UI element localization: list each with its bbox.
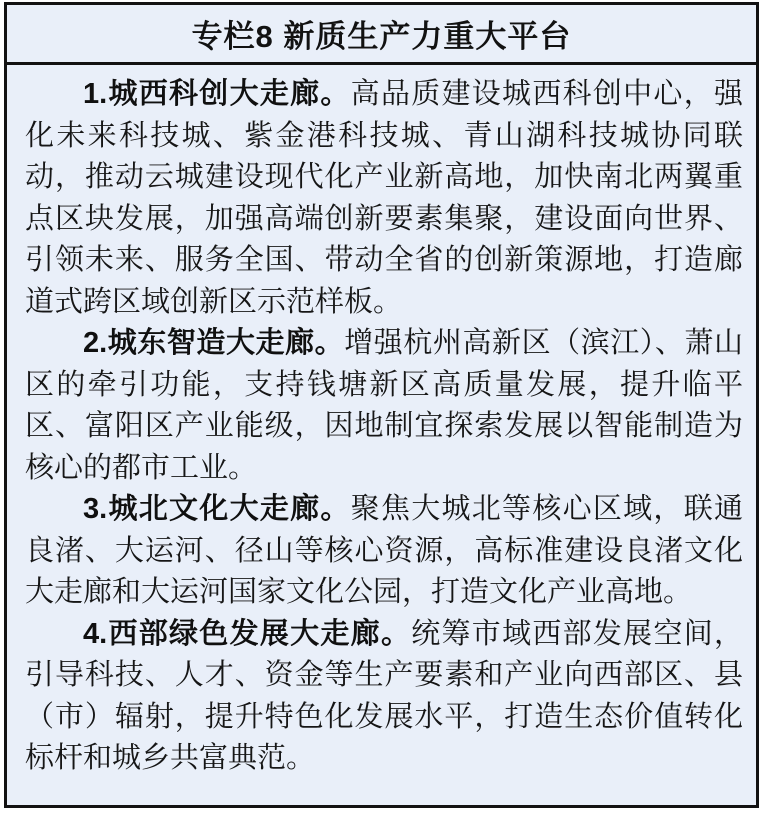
paragraph-1-lead: 1.城西科创大走廊。: [83, 78, 351, 110]
paragraph-corridor-1: [25, 74, 743, 323]
paragraph-4-lead: 4.西部绿色发展大走廊。: [83, 617, 412, 650]
paragraph-3-text: 聚焦大城北等核心区域，联通良渚、大运河、径山等核心资源，高标准建设良渚文化大走廊和大运河国家文化公园，打造文化产业高地。: [25, 493, 743, 608]
column-title-bar: [7, 5, 756, 65]
paragraph-corridor-3: [25, 489, 743, 614]
column-title: 专栏8 新质生产力重大平台: [191, 19, 572, 54]
paragraph-1-text: 高品质建设城西科创中心，强化未来科技城、紫金港科技城、青山湖科技城协同联动，推动云城建设现代化产业新高地，加快南北两翼重点区块发展，加强高端创新要素集聚，建设面向世界、引领未来、服务全国、带动全省的创新策源地，打造廊道式跨区域创新区示范样板。: [25, 78, 743, 318]
paragraph-3-lead: 3.城北文化大走廊。: [83, 493, 351, 525]
paragraph-corridor-2: [25, 323, 743, 489]
column-body: [7, 65, 756, 780]
paragraph-2-lead: 2.城东智造大走廊。: [83, 327, 345, 359]
paragraph-corridor-4: [25, 614, 743, 780]
column-box: [4, 2, 759, 808]
paragraph-4-text: 统筹市域西部发展空间，引导科技、人才、资金等生产要素和产业向西部区、县（市）辐射，提升特色化发展水平，打造生态价值转化标杆和城乡共富典范。: [25, 617, 743, 774]
paragraph-2-text: 增强杭州高新区（滨江）、萧山区的牵引功能，支持钱塘新区高质量发展，提升临平区、富阳区产业能级，因地制宜探索发展以智能制造为核心的都市工业。: [25, 327, 743, 484]
